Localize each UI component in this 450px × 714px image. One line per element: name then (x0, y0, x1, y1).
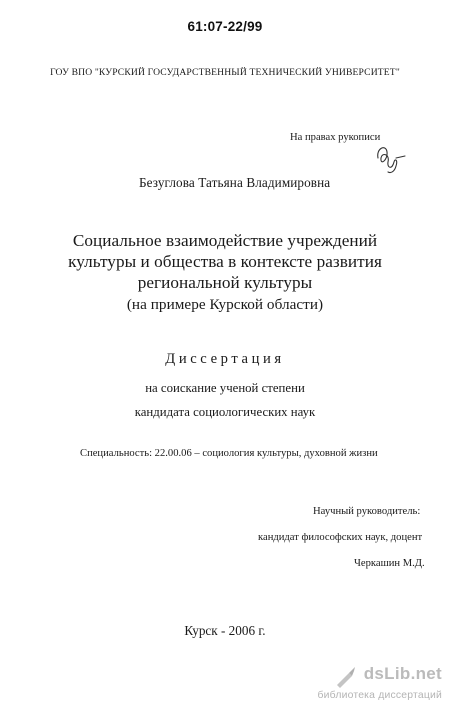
watermark (318, 664, 446, 710)
title-line-3: региональной культуры (137, 273, 313, 292)
specialty: Специальность: 22.00.06 – социология культуры, духовной жизни (80, 448, 378, 459)
pencil-arrow-icon (334, 666, 356, 688)
city-year: Курск - 2006 г. (184, 623, 266, 638)
title-line-2: культуры и общества в контексте развития (68, 252, 382, 271)
title-subtitle: (на примере Курской области) (126, 296, 324, 313)
organization-name: ГОУ ВПО "КУРСКИЙ ГОСУДАРСТВЕННЫЙ ТЕХНИЧЕСКИЙ УНИВЕРСИТЕТ" (50, 67, 400, 78)
advisor-degree: кандидат философских наук, доцент (258, 532, 423, 543)
archive-stamp: 61:07-22/99 (187, 19, 263, 34)
title-line-1: Социальное взаимодействие учреждений (72, 231, 378, 250)
handwritten-signature (372, 138, 412, 176)
rights-note: На правах рукописи (290, 132, 381, 143)
advisor-name: Черкашин М.Д. (354, 558, 425, 569)
watermark-brand: dsLib.net (363, 664, 442, 683)
advisor-label: Научный руководитель: (313, 506, 421, 517)
watermark-subtitle: библиотека диссертаций (317, 690, 442, 701)
document-type: Диссертация (165, 351, 285, 367)
author-name: Безуглова Татьяна Владимировна (139, 175, 331, 190)
degree-line-1: на соискание ученой степени (145, 381, 305, 395)
degree-line-2: кандидата социологических наук (134, 405, 316, 419)
